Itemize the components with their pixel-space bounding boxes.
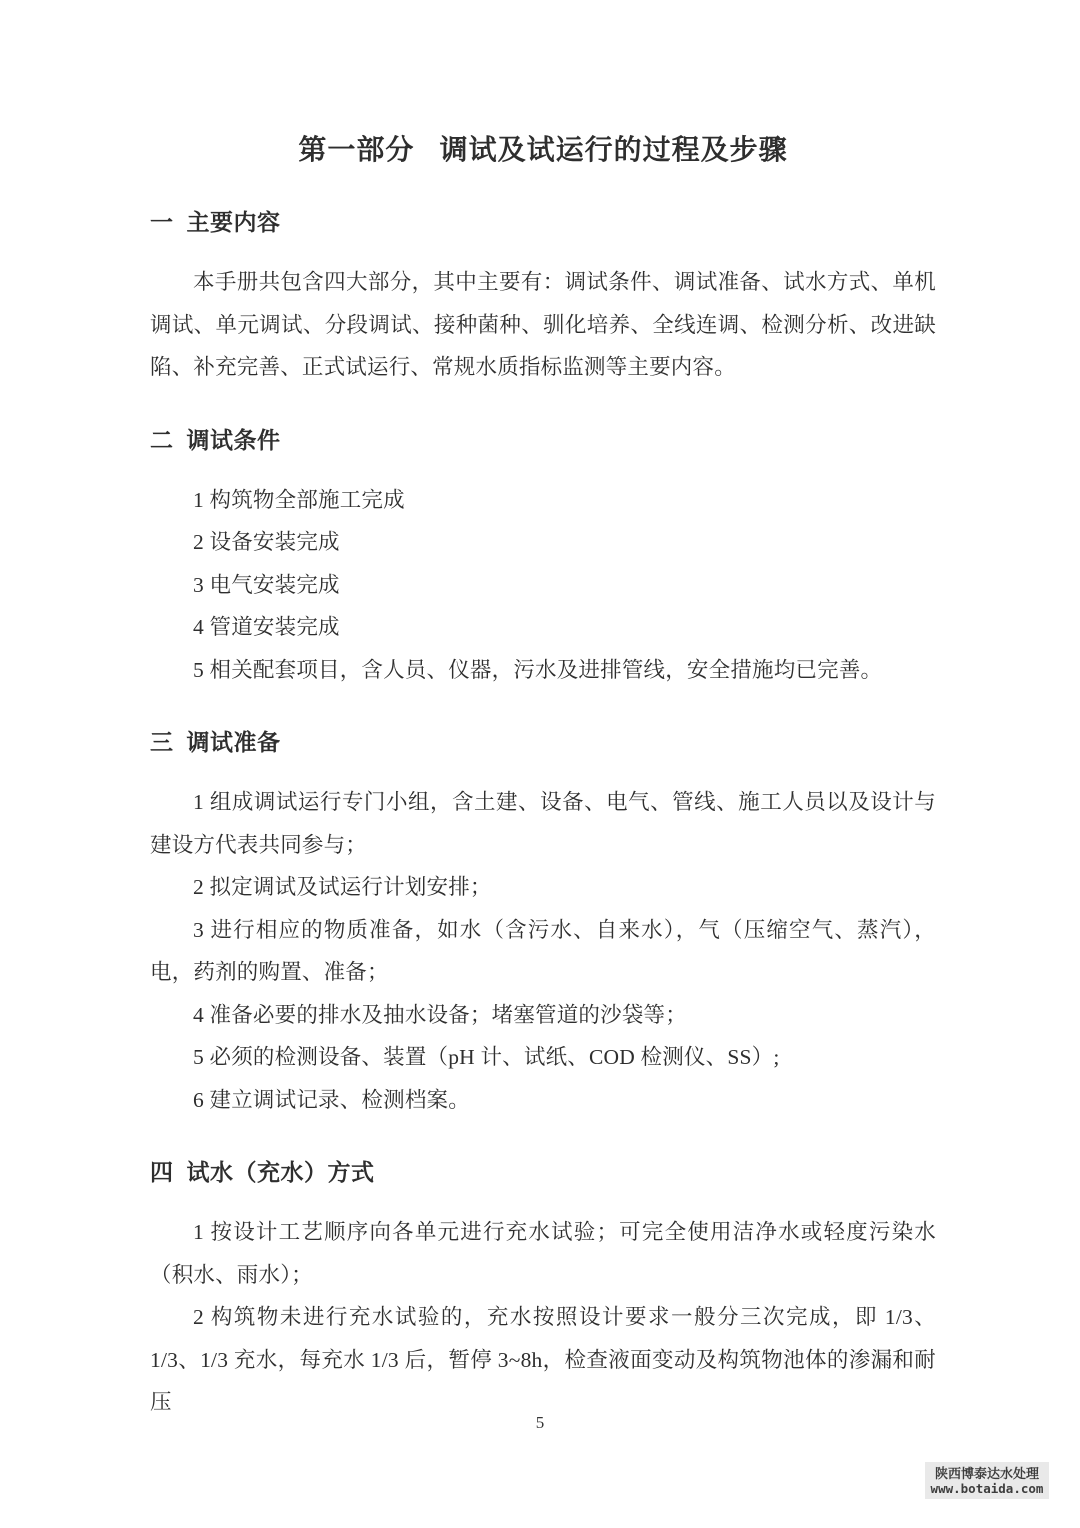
document-title: [150, 131, 936, 171]
doc-section-三: [150, 728, 936, 1121]
doc-section-一: [150, 208, 936, 389]
watermark-url: www.botaida.com: [930, 1481, 1044, 1496]
paragraph: 3 电气安装完成: [193, 572, 340, 597]
section-title: 主要内容: [186, 210, 281, 235]
section-title: 试水（充水）方式: [186, 1160, 375, 1185]
paragraph: 1 按设计工艺顺序向各单元进行充水试验；可完全使用洁净水或轻度污染水（积水、雨水）；: [150, 1220, 936, 1287]
paragraph: 2 拟定调试及试运行计划安排；: [193, 875, 492, 899]
section-number: 四: [150, 1160, 174, 1185]
paragraph: 5 相关配套项目，含人员、仪器，污水及进排管线，安全措施均已完善。: [193, 657, 883, 682]
section-heading: [150, 208, 936, 238]
doc-section-二: [150, 426, 936, 692]
watermark-company: 陕西博泰达水处理: [934, 1466, 1039, 1481]
section-number: 一: [150, 210, 174, 235]
paragraph: 4 准备必要的排水及抽水设备；堵塞管道的沙袋等；: [193, 1002, 687, 1027]
document-title-part: 第一部分: [298, 135, 415, 166]
paragraph: 2 设备安装完成: [193, 530, 340, 554]
page-number: 5: [535, 1413, 545, 1432]
document-sections: [150, 208, 936, 1424]
paragraph: 1 构筑物全部施工完成: [193, 487, 405, 512]
paragraph: 3 进行相应的物质准备，如水（含污水、自来水），气（压缩空气、蒸汽），电，药剂的购置、准备；: [150, 917, 936, 984]
section-title: 调试条件: [186, 427, 281, 453]
document-title-text: 调试及试运行的过程及步骤: [439, 135, 788, 166]
watermark: [925, 1462, 1049, 1499]
section-heading: [150, 728, 936, 758]
section-heading: [150, 1158, 936, 1188]
section-title: 调试准备: [186, 730, 281, 755]
paragraph: 本手册共包含四大部分，其中主要有：调试条件、调试准备、试水方式、单机调试、单元调试、分段调试、接种菌种、驯化培养、全线连调、检测分析、改进缺陷、补充完善、正式试运行、常规水质指标监测等主要内容。: [150, 270, 936, 379]
section-heading: [150, 426, 936, 456]
paragraph: 4 管道安装完成: [193, 615, 340, 639]
paragraph: 2 构筑物未进行充水试验的，充水按照设计要求一般分三次完成，即 1/3、1/3、1/3 充水，每充水 1/3 后，暂停 3~8h，检查液面变动及构筑物池体的渗漏和耐压: [150, 1305, 936, 1414]
section-number: 三: [150, 730, 174, 755]
paragraph: 5 必须的检测设备、装置（pH 计、试纸、COD 检测仪、SS）;: [193, 1045, 780, 1069]
doc-section-四: [150, 1158, 936, 1424]
section-number: 二: [150, 427, 174, 453]
paragraph: 6 建立调试记录、检测档案。: [193, 1087, 470, 1112]
paragraph: 1 组成调试运行专门小组，含土建、设备、电气、管线、施工人员以及设计与建设方代表共同参与；: [150, 790, 936, 857]
